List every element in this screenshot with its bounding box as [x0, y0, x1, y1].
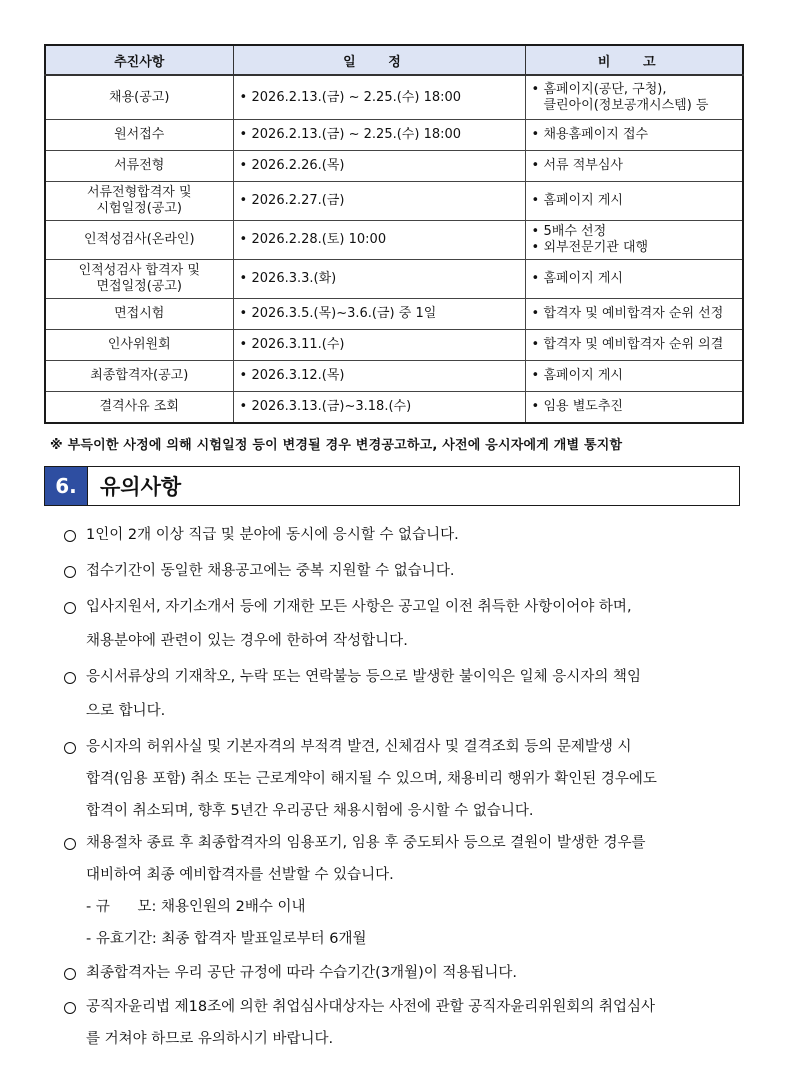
- schedule-cell: • 2026.2.13.(금) ~ 2.25.(수) 18:00: [233, 120, 525, 151]
- note-item: 접수기간이 동일한 채용공고에는 중복 지원할 수 없습니다.: [60, 554, 760, 588]
- remarks-cell: • 서류 적부심사: [525, 151, 743, 182]
- section-heading: [44, 466, 740, 506]
- circle-bullet-icon: [64, 672, 76, 684]
- section-number: 6.: [45, 467, 88, 505]
- circle-bullet-icon: [64, 968, 76, 980]
- circle-bullet-icon: [64, 742, 76, 754]
- note-item: 1인이 2개 이상 직급 및 분야에 동시에 응시할 수 없습니다.: [60, 518, 760, 552]
- note-item: 공직자윤리법 제18조에 의한 취업심사대상자는 사전에 관할 공직자윤리위원회의 취업심사: [60, 990, 760, 1024]
- note-sub-item: - 유효기간: 최종 합격자 발표일로부터 6개월: [86, 931, 367, 947]
- table-row: [45, 182, 743, 221]
- table-header-row: [45, 45, 743, 75]
- note-continuation: 합격이 취소되며, 향후 5년간 우리공단 채용시험에 응시할 수 없습니다.: [86, 803, 534, 819]
- note-item: 응시서류상의 기재착오, 누락 또는 연락불능 등으로 발생한 불이익은 일체 응시자의 책임: [60, 660, 760, 694]
- table-row: [45, 361, 743, 392]
- schedule-cell: • 2026.2.26.(목): [233, 151, 525, 182]
- remarks-cell: • 홈페이지 게시: [525, 182, 743, 221]
- table-row: [45, 151, 743, 182]
- item-cell: 서류전형: [45, 151, 233, 182]
- circle-bullet-icon: [64, 530, 76, 542]
- header-schedule: 일 정: [233, 45, 525, 75]
- table-row: [45, 221, 743, 260]
- item-cell: 인사위원회: [45, 330, 233, 361]
- section-title: 유의사항: [100, 475, 182, 499]
- table-row: [45, 392, 743, 424]
- table-row: [45, 330, 743, 361]
- table-row: [45, 75, 743, 120]
- remarks-cell: • 홈페이지 게시: [525, 361, 743, 392]
- item-cell: 인적성검사 합격자 및 면접일정(공고): [45, 260, 233, 299]
- table-row: [45, 299, 743, 330]
- remarks-cell: • 합격자 및 예비합격자 순위 의결: [525, 330, 743, 361]
- schedule-cell: • 2026.2.28.(토) 10:00: [233, 221, 525, 260]
- schedule-cell: • 2026.3.12.(목): [233, 361, 525, 392]
- item-cell: 최종합격자(공고): [45, 361, 233, 392]
- note-item: 채용절차 종료 후 최종합격자의 임용포기, 임용 후 중도퇴사 등으로 결원이 발생한 경우를: [60, 826, 760, 860]
- schedule-cell: • 2026.3.11.(수): [233, 330, 525, 361]
- circle-bullet-icon: [64, 838, 76, 850]
- schedule-cell: • 2026.2.27.(금): [233, 182, 525, 221]
- header-remarks: 비 고: [525, 45, 743, 75]
- item-cell: 인적성검사(온라인): [45, 221, 233, 260]
- remarks-cell: • 5배수 선정 • 외부전문기관 대행: [525, 221, 743, 260]
- item-cell: 서류전형합격자 및 시험일정(공고): [45, 182, 233, 221]
- item-cell: 면접시험: [45, 299, 233, 330]
- table-row: [45, 120, 743, 151]
- schedule-cell: • 2026.2.13.(금) ~ 2.25.(수) 18:00: [233, 75, 525, 120]
- remarks-cell: • 채용홈페이지 접수: [525, 120, 743, 151]
- note-continuation: 를 거쳐야 하므로 유의하시기 바랍니다.: [86, 1031, 334, 1047]
- remarks-cell: • 홈페이지(공단, 구청), 클린아이(정보공개시스템) 등: [525, 75, 743, 120]
- item-cell: 원서접수: [45, 120, 233, 151]
- schedule-change-notice: ※ 부득이한 사정에 의해 시험일정 등이 변경될 경우 변경공고하고, 사전에 응시자에게 개별 통지함: [50, 438, 623, 453]
- circle-bullet-icon: [64, 1002, 76, 1014]
- circle-bullet-icon: [64, 602, 76, 614]
- remarks-cell: • 합격자 및 예비합격자 순위 선정: [525, 299, 743, 330]
- note-continuation: 대비하여 최종 예비합격자를 선발할 수 있습니다.: [86, 867, 394, 883]
- schedule-cell: • 2026.3.13.(금)~3.18.(수): [233, 392, 525, 424]
- note-item: 입사지원서, 자기소개서 등에 기재한 모든 사항은 공고일 이전 취득한 사항이어야 하며,: [60, 590, 760, 624]
- note-continuation: 채용분야에 관련이 있는 경우에 한하여 작성합니다.: [86, 633, 408, 649]
- note-continuation: 으로 합니다.: [86, 703, 166, 719]
- note-sub-item: - 규 모: 채용인원의 2배수 이내: [86, 899, 306, 915]
- item-cell: 채용(공고): [45, 75, 233, 120]
- table-row: [45, 260, 743, 299]
- note-item: 최종합격자는 우리 공단 규정에 따라 수습기간(3개월)이 적용됩니다.: [60, 956, 760, 990]
- circle-bullet-icon: [64, 566, 76, 578]
- note-continuation: 합격(임용 포함) 취소 또는 근로계약이 해지될 수 있으며, 채용비리 행위가 확인된 경우에도: [86, 771, 657, 787]
- schedule-cell: • 2026.3.5.(목)~3.6.(금) 중 1일: [233, 299, 525, 330]
- header-item: 추진사항: [45, 45, 233, 75]
- schedule-cell: • 2026.3.3.(화): [233, 260, 525, 299]
- item-cell: 결격사유 조회: [45, 392, 233, 424]
- note-item: 응시자의 허위사실 및 기본자격의 부적격 발견, 신체검사 및 결격조회 등의 문제발생 시: [60, 730, 760, 764]
- remarks-cell: • 홈페이지 게시: [525, 260, 743, 299]
- schedule-table: [44, 44, 744, 424]
- remarks-cell: • 임용 별도추진: [525, 392, 743, 424]
